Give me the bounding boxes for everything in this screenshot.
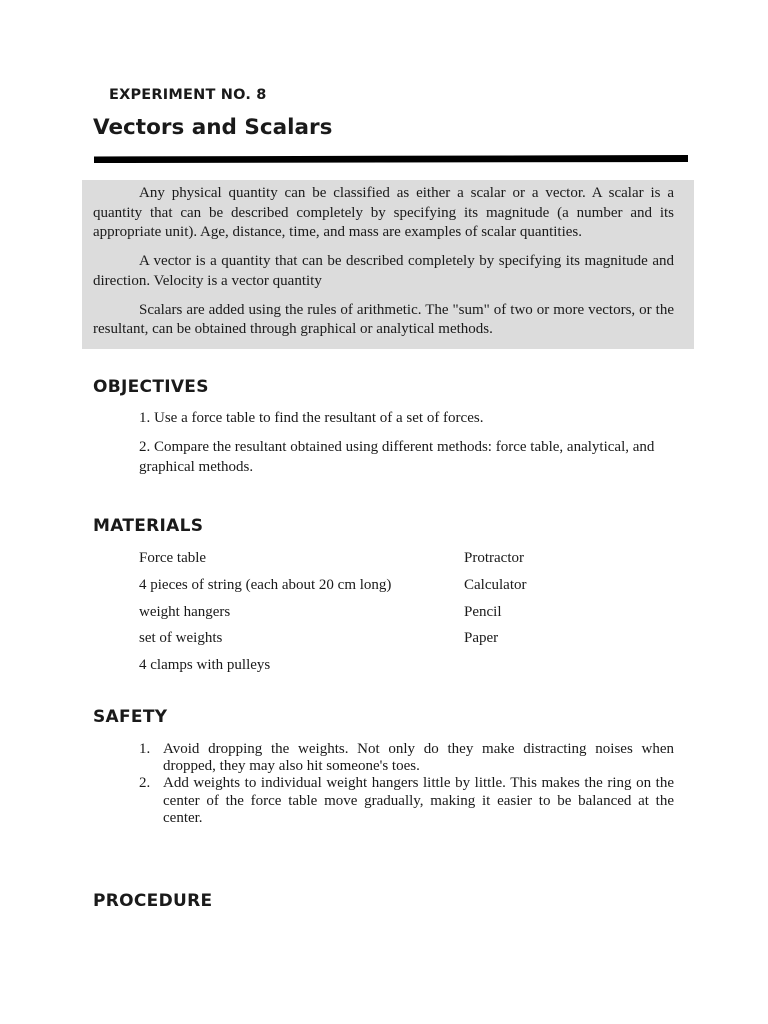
- material-item: 4 pieces of string (each about 20 cm long): [139, 577, 392, 593]
- material-item: Force table: [139, 550, 207, 566]
- safety-heading: SAFETY: [93, 707, 168, 727]
- safety-item-text: Avoid dropping the weights. Not only do they make distracting noises when dropped, they may also hit someone's toes.: [163, 741, 674, 775]
- page-title: Vectors and Scalars: [93, 115, 333, 140]
- material-item: 4 clamps with pulleys: [139, 657, 271, 673]
- objective-item: 1. Use a force table to find the resultant of a set of forces.: [139, 410, 484, 426]
- safety-item: [139, 775, 674, 827]
- objectives-heading: OBJECTIVES: [93, 377, 209, 397]
- material-item: Protractor: [464, 550, 524, 566]
- intro-paragraph: Any physical quantity can be classified as either a scalar or a vector. A scalar is a quantity that can be described completely by specifying its magnitude (a number and its appropriate unit). Age, distance, time, and mass are examples of scalar quantities.: [93, 185, 674, 240]
- intro-paragraph: A vector is a quantity that can be described completely by specifying its magnitude and direction. Velocity is a vector quantity: [93, 253, 674, 289]
- material-item: set of weights: [139, 630, 223, 646]
- material-item: Paper: [464, 630, 499, 646]
- safety-item-number: 2.: [139, 775, 151, 792]
- materials-heading: MATERIALS: [93, 516, 204, 536]
- material-item: weight hangers: [139, 604, 231, 620]
- intro-paragraph: Scalars are added using the rules of arithmetic. The "sum" of two or more vectors, or the resultant, can be obtained through graphical or analytical methods.: [93, 301, 674, 337]
- safety-list: [139, 741, 674, 827]
- safety-item: [139, 741, 674, 775]
- intro-box: [82, 180, 694, 349]
- safety-item-number: 1.: [139, 741, 151, 757]
- experiment-number: EXPERIMENT NO. 8: [109, 87, 267, 103]
- material-item: Calculator: [464, 577, 527, 593]
- material-item: Pencil: [464, 604, 502, 620]
- procedure-heading: PROCEDURE: [93, 891, 213, 911]
- objective-item: 2. Compare the resultant obtained using different methods: force table, analytical, and graphical methods.: [139, 439, 655, 475]
- safety-item-text: Add weights to individual weight hangers little by little. This makes the ring on the center of the force table move gradually, making it easier to be balanced at the center.: [163, 775, 674, 826]
